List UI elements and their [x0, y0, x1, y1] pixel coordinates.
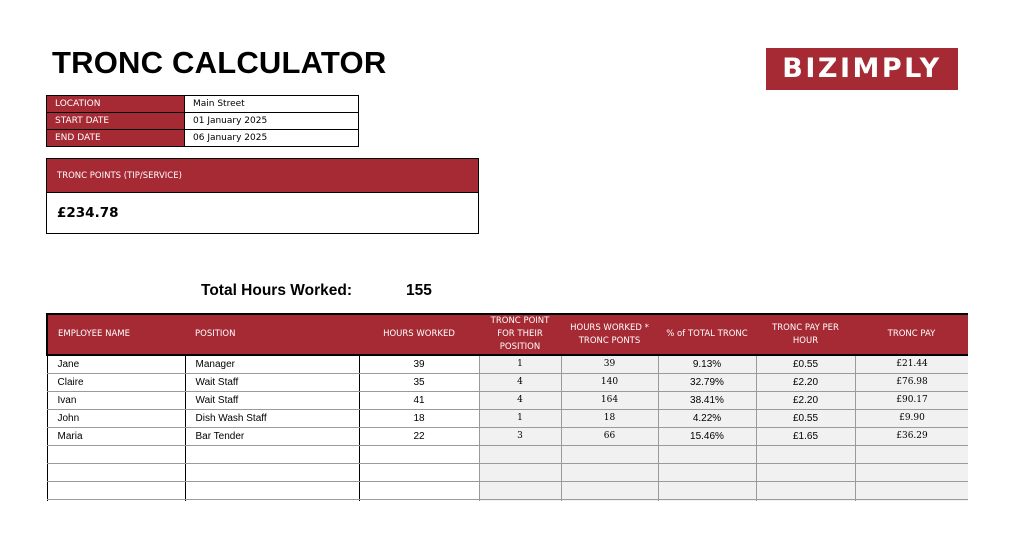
total-hours-value: 155 — [406, 282, 432, 299]
header-hours-x-points: HOURS WORKED * TRONC PONTS — [561, 314, 658, 355]
end-date-label: END DATE — [47, 130, 185, 147]
employee-name-cell[interactable] — [47, 445, 185, 463]
percent-total-cell[interactable]: 4.22% — [658, 409, 756, 427]
start-date-label: START DATE — [47, 113, 185, 130]
position-cell[interactable] — [185, 445, 359, 463]
hours-x-points-cell[interactable] — [561, 481, 658, 499]
position-cell[interactable] — [185, 499, 359, 501]
table-row — [47, 499, 968, 501]
tronc-points-value[interactable]: £234.78 — [57, 205, 119, 221]
bizimply-logo: BIZIMPLY — [766, 48, 958, 90]
employee-name-cell[interactable]: Maria — [47, 427, 185, 445]
header-pay-per-hour: TRONC PAY PER HOUR — [756, 314, 855, 355]
total-hours-label: Total Hours Worked: — [201, 282, 352, 299]
location-label: LOCATION — [47, 96, 185, 113]
hours-x-points-cell[interactable] — [561, 499, 658, 501]
percent-total-cell[interactable]: 32.79% — [658, 373, 756, 391]
tronc-pay-cell[interactable] — [855, 481, 968, 499]
hours-worked-cell[interactable]: 41 — [359, 391, 479, 409]
table-header-row — [47, 314, 968, 355]
table-row — [47, 391, 968, 409]
hours-worked-cell[interactable]: 39 — [359, 355, 479, 373]
table-row — [47, 355, 968, 373]
page-title: TRONC CALCULATOR — [52, 45, 387, 80]
tronc-pay-cell[interactable] — [855, 445, 968, 463]
percent-total-cell[interactable]: 38.41% — [658, 391, 756, 409]
start-date-value[interactable]: 01 January 2025 — [185, 113, 359, 130]
percent-total-cell[interactable] — [658, 499, 756, 501]
tronc-point-cell[interactable] — [479, 481, 561, 499]
header-hours-worked: HOURS WORKED — [359, 314, 479, 355]
tronc-point-cell[interactable]: 3 — [479, 427, 561, 445]
info-table — [46, 95, 359, 147]
percent-total-cell[interactable]: 9.13% — [658, 355, 756, 373]
hours-worked-cell[interactable]: 22 — [359, 427, 479, 445]
position-cell[interactable]: Dish Wash Staff — [185, 409, 359, 427]
header-percent-total: % of TOTAL TRONC — [658, 314, 756, 355]
pay-per-hour-cell[interactable]: £0.55 — [756, 409, 855, 427]
table-row — [47, 463, 968, 481]
percent-total-cell[interactable] — [658, 463, 756, 481]
tronc-pay-cell[interactable]: £36.29 — [855, 427, 968, 445]
employee-table-wrapper — [46, 313, 968, 501]
hours-worked-cell[interactable] — [359, 463, 479, 481]
tronc-point-cell[interactable] — [479, 463, 561, 481]
pay-per-hour-cell[interactable]: £0.55 — [756, 355, 855, 373]
info-row-start-date — [47, 113, 359, 130]
tronc-point-cell[interactable] — [479, 445, 561, 463]
hours-x-points-cell[interactable]: 140 — [561, 373, 658, 391]
pay-per-hour-cell[interactable]: £2.20 — [756, 391, 855, 409]
table-row — [47, 427, 968, 445]
employee-name-cell[interactable] — [47, 463, 185, 481]
pay-per-hour-cell[interactable] — [756, 481, 855, 499]
percent-total-cell[interactable] — [658, 481, 756, 499]
header-position: POSITION — [185, 314, 359, 355]
hours-x-points-cell[interactable]: 39 — [561, 355, 658, 373]
hours-x-points-cell[interactable] — [561, 463, 658, 481]
employee-name-cell[interactable]: Claire — [47, 373, 185, 391]
table-row — [47, 445, 968, 463]
tronc-point-cell[interactable] — [479, 499, 561, 501]
hours-worked-cell[interactable]: 35 — [359, 373, 479, 391]
tronc-points-label: TRONC POINTS (TIP/SERVICE) — [47, 159, 478, 193]
tronc-pay-cell[interactable]: £76.98 — [855, 373, 968, 391]
tronc-point-cell[interactable]: 4 — [479, 391, 561, 409]
hours-worked-cell[interactable]: 18 — [359, 409, 479, 427]
table-row — [47, 481, 968, 499]
percent-total-cell[interactable]: 15.46% — [658, 427, 756, 445]
pay-per-hour-cell[interactable]: £2.20 — [756, 373, 855, 391]
info-row-end-date — [47, 130, 359, 147]
pay-per-hour-cell[interactable] — [756, 499, 855, 501]
info-row-location — [47, 96, 359, 113]
employee-name-cell[interactable]: Ivan — [47, 391, 185, 409]
employee-name-cell[interactable] — [47, 481, 185, 499]
table-row — [47, 409, 968, 427]
position-cell[interactable]: Bar Tender — [185, 427, 359, 445]
position-cell[interactable] — [185, 463, 359, 481]
tronc-point-cell[interactable]: 1 — [479, 409, 561, 427]
employee-name-cell[interactable]: John — [47, 409, 185, 427]
hours-worked-cell[interactable] — [359, 499, 479, 501]
header-tronc-point: TRONC POINT FOR THEIR POSITION — [479, 314, 561, 355]
position-cell[interactable]: Wait Staff — [185, 391, 359, 409]
hours-worked-cell[interactable] — [359, 445, 479, 463]
tronc-pay-cell[interactable]: £9.90 — [855, 409, 968, 427]
employee-name-cell[interactable] — [47, 499, 185, 501]
tronc-pay-cell[interactable] — [855, 463, 968, 481]
tronc-point-cell[interactable]: 1 — [479, 355, 561, 373]
employee-table — [46, 313, 968, 501]
position-cell[interactable]: Manager — [185, 355, 359, 373]
pay-per-hour-cell[interactable] — [756, 445, 855, 463]
tronc-points-box — [46, 158, 479, 234]
hours-x-points-cell[interactable]: 164 — [561, 391, 658, 409]
tronc-pay-cell[interactable] — [855, 499, 968, 501]
hours-x-points-cell[interactable] — [561, 445, 658, 463]
end-date-value[interactable]: 06 January 2025 — [185, 130, 359, 147]
hours-x-points-cell[interactable]: 18 — [561, 409, 658, 427]
tronc-pay-cell[interactable]: £90.17 — [855, 391, 968, 409]
header-employee-name: EMPLOYEE NAME — [47, 314, 185, 355]
position-cell[interactable] — [185, 481, 359, 499]
hours-worked-cell[interactable] — [359, 481, 479, 499]
tronc-pay-cell[interactable]: £21.44 — [855, 355, 968, 373]
employee-name-cell[interactable]: Jane — [47, 355, 185, 373]
table-row — [47, 373, 968, 391]
location-value[interactable]: Main Street — [185, 96, 359, 113]
hours-x-points-cell[interactable]: 66 — [561, 427, 658, 445]
percent-total-cell[interactable] — [658, 445, 756, 463]
tronc-point-cell[interactable]: 4 — [479, 373, 561, 391]
header-tronc-pay: TRONC PAY — [855, 314, 968, 355]
pay-per-hour-cell[interactable]: £1.65 — [756, 427, 855, 445]
position-cell[interactable]: Wait Staff — [185, 373, 359, 391]
pay-per-hour-cell[interactable] — [756, 463, 855, 481]
